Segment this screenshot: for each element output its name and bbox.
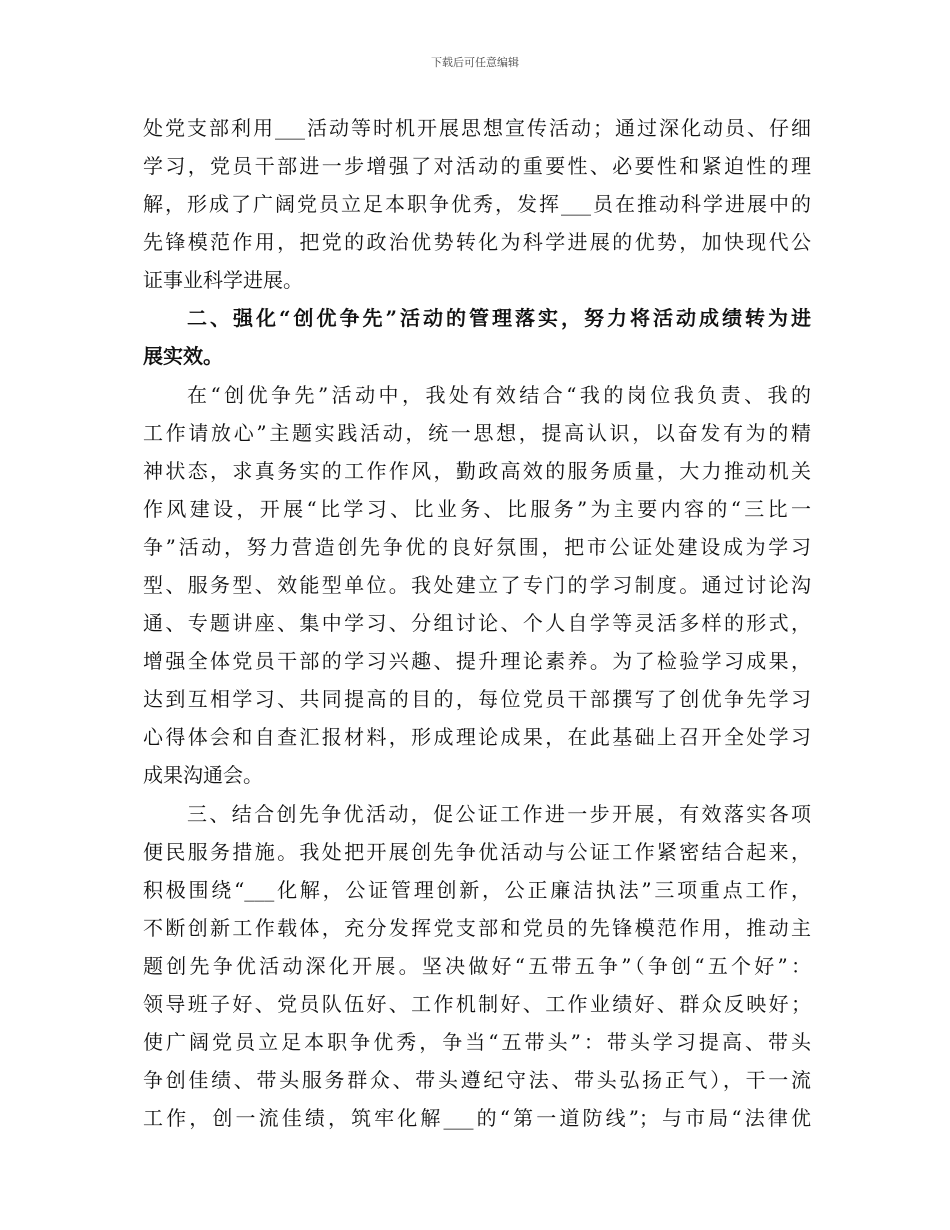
body-line: 心得体会和自查汇报材料，形成理论成果，在此基础上召开全处学习: [143, 725, 811, 749]
body-line: 先锋模范作用，把党的政治优势转化为科学进展的优势，加快现代公: [143, 230, 811, 254]
body-line: 领导班子好、党员队伍好、工作机制好、工作业绩好、群众反映好；: [143, 992, 811, 1016]
body-line: 通、专题讲座、集中学习、分组讨论、个人自学等灵活多样的形式，: [143, 611, 811, 635]
body-line: 成果沟通会。: [143, 763, 263, 787]
page-header: 下载后可任意编辑: [431, 56, 519, 69]
body-line: 解，形成了广阔党员立足本职争优秀，发挥___员在推动科学进展中的: [143, 192, 811, 216]
body-line: 达到互相学习、共同提高的目的，每位党员干部撰写了创优争先学习: [143, 687, 811, 711]
body-line: 争”活动，努力营造创先争优的良好氛围，把市公证处建设成为学习: [143, 535, 811, 559]
body-line: 证事业科学进展。: [143, 268, 303, 292]
body-line: 神状态，求真务实的工作作风，勤政高效的服务质量，大力推动机关: [143, 459, 811, 483]
body-line: 使广阔党员立足本职争优秀，争当“五带头”：带头学习提高、带头: [143, 1030, 811, 1054]
body-line: 增强全体党员干部的学习兴趣、提升理论素养。为了检验学习成果，: [143, 649, 811, 673]
body-line: 型、服务型、效能型单位。我处建立了专门的学习制度。通过讨论沟: [143, 573, 811, 597]
body-line: 处党支部利用___活动等时机开展思想宣传活动；通过深化动员、仔细: [143, 116, 811, 140]
body-line: 不断创新工作载体，充分发挥党支部和党员的先锋模范作用，推动主: [143, 916, 811, 940]
body-line: 工作，创一流佳绩，筑牢化解___的“第一道防线”；与市局“法律优: [143, 1106, 811, 1130]
body-line: 作风建设，开展“比学习、比业务、比服务”为主要内容的“三比一: [143, 497, 811, 521]
section-heading-3: 三、结合创先争优活动，促公证工作进一步开展，有效落实各项: [187, 802, 811, 826]
body-line: 学习，党员干部进一步增强了对活动的重要性、必要性和紧迫性的理: [143, 154, 811, 178]
section-heading-2: 二、强化“创优争先”活动的管理落实，努力将活动成绩转为进: [187, 306, 811, 330]
body-line: 积极围绕“___化解，公证管理创新，公正廉洁执法”三项重点工作，: [143, 878, 811, 902]
body-line: 题创先争优活动深化开展。坚决做好“五带五争”（争创“五个好”：: [143, 954, 811, 978]
body-line: 争创佳绩、带头服务群众、带头遵纪守法、带头弘扬正气），干一流: [143, 1068, 811, 1092]
body-line: 便民服务措施。我处把开展创先争优活动与公证工作紧密结合起来，: [143, 840, 811, 864]
section-heading-2-cont: 展实效。: [143, 344, 223, 368]
body-line: 在“创优争先”活动中，我处有效结合“我的岗位我负责、我的: [187, 383, 811, 407]
body-line: 工作请放心”主题实践活动，统一思想，提高认识，以奋发有为的精: [143, 421, 811, 445]
